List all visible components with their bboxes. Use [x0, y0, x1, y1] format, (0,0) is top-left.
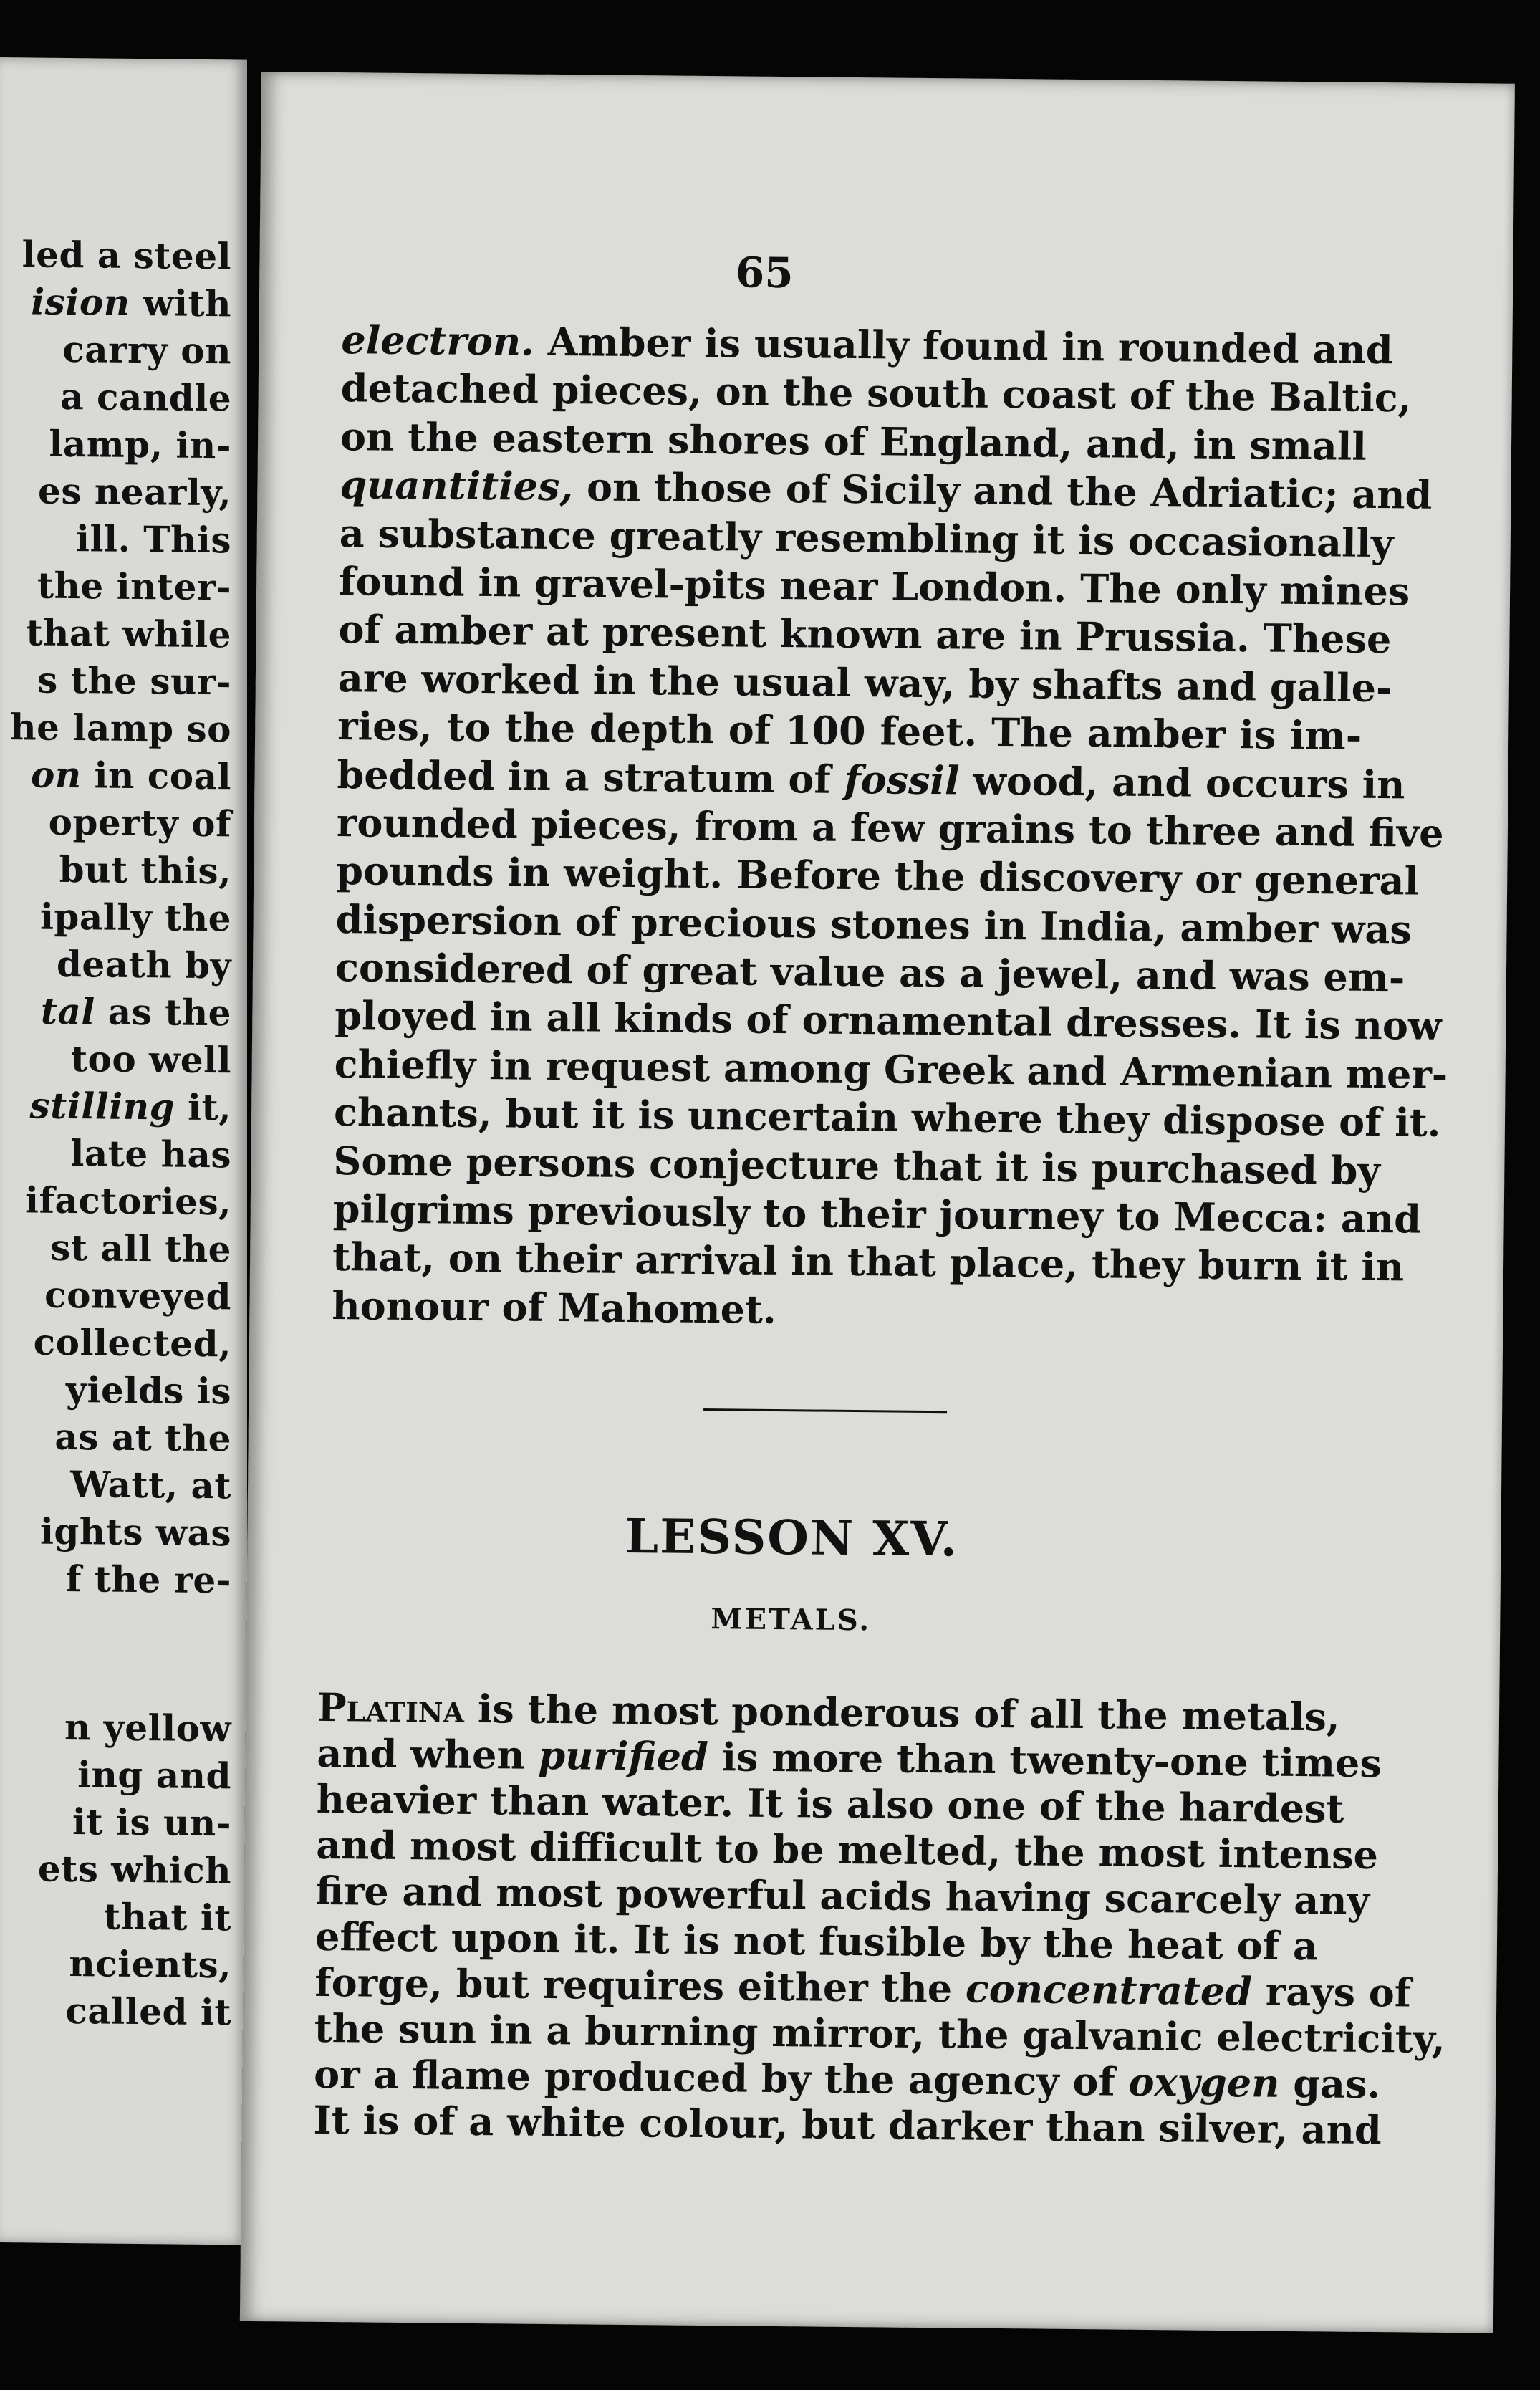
line-text: chants, but it is uncertain where they dispose of it.	[333, 1089, 1441, 1146]
line-text: he lamp so	[10, 706, 231, 751]
left-page-line	[70, 1037, 231, 1082]
italic-word: concentrated	[965, 1965, 1253, 2015]
line-text: the inter-	[37, 564, 231, 609]
left-page-line	[69, 1942, 231, 1987]
line-text: ights was	[39, 1510, 231, 1555]
line-text: death by	[56, 942, 231, 987]
line-text: Amber is usually found in rounded and	[534, 318, 1393, 373]
line-text: as the	[95, 990, 231, 1035]
line-text: are worked in the usual way, by shafts and galle-	[337, 654, 1392, 711]
left-page-line	[64, 1705, 231, 1750]
italic-word: purified	[538, 1732, 709, 1780]
line-text: lamp, in-	[49, 422, 231, 467]
line-text: and when	[317, 1729, 539, 1778]
left-page-line	[38, 469, 231, 514]
text-line	[313, 2096, 1382, 2154]
line-text: too well	[70, 1037, 231, 1082]
line-text: fire and most powerful acids having scarcely any	[315, 1867, 1370, 1924]
left-page-line	[59, 848, 231, 893]
left-page-line	[40, 989, 231, 1035]
line-text: it,	[175, 1085, 231, 1129]
italic-word: oxygen	[1128, 2058, 1280, 2106]
left-page-line	[104, 1895, 231, 1939]
line-text: carry on	[62, 327, 231, 373]
left-page-line	[65, 1368, 231, 1413]
line-text: st all the	[50, 1226, 231, 1271]
line-text: es nearly,	[38, 469, 231, 514]
line-text: collected,	[33, 1320, 231, 1366]
line-text: conveyed	[44, 1273, 231, 1318]
line-text: ill. This	[76, 517, 231, 562]
left-page-line	[29, 1084, 231, 1129]
page-number: 65	[735, 248, 794, 298]
left-page-line	[37, 564, 231, 609]
left-page-line	[70, 1132, 231, 1176]
lesson-title: LESSON XV.	[625, 1507, 959, 1568]
italic-word: quantities,	[340, 461, 574, 510]
line-text: rays of	[1251, 1968, 1412, 2016]
line-text: honour of Mahomet.	[332, 1282, 777, 1333]
line-text: on those of Sicily and the Adriatic; and	[572, 464, 1433, 518]
line-text: operty of	[48, 800, 231, 845]
left-page-line	[72, 1800, 231, 1845]
line-text: forge, but requires either the	[314, 1959, 966, 2012]
line-text: with	[130, 281, 231, 325]
italic-word: stilling	[29, 1084, 175, 1128]
right-page	[240, 72, 1515, 2333]
left-page-line	[39, 1510, 231, 1555]
left-page-line	[65, 1989, 231, 2034]
left-page-line	[37, 1847, 231, 1892]
lead-word: Platina	[317, 1684, 465, 1732]
line-text: detached pieces, on the south coast of the Baltic,	[340, 365, 1412, 421]
line-text: of amber at present known are in Prussia. These	[338, 606, 1392, 663]
left-page-line	[56, 942, 231, 987]
left-page-line	[10, 706, 231, 751]
line-text: gas.	[1279, 2060, 1381, 2108]
section-divider	[703, 1408, 947, 1413]
line-text: yields is	[65, 1368, 231, 1413]
left-page-line	[48, 800, 231, 845]
line-text: is more than twenty-one times	[708, 1734, 1382, 1787]
left-page-line	[37, 658, 231, 704]
line-text: as at the	[54, 1415, 231, 1460]
line-text: ets which	[37, 1847, 231, 1892]
lesson-subtitle: METALS.	[711, 1602, 872, 1638]
line-text: chiefly in request among Greek and Armenian mer-	[334, 1040, 1448, 1098]
left-page-line	[76, 517, 231, 562]
line-text: and most difficult to be melted, the most intense	[315, 1821, 1379, 1878]
line-text: ries, to the depth of 100 feet. The amber is im-	[337, 703, 1362, 759]
line-text: heavier than water. It is also one of the hardest	[316, 1775, 1344, 1832]
left-page-line	[49, 422, 231, 467]
line-text: rounded pieces, from a few grains to three and five	[336, 799, 1444, 856]
left-page-line	[39, 895, 231, 940]
line-text: f the re-	[66, 1557, 231, 1602]
line-text: that it	[104, 1895, 231, 1939]
line-text: that while	[26, 611, 231, 656]
line-text: n yellow	[64, 1705, 231, 1750]
amber-paragraph	[332, 316, 1448, 1340]
italic-word: on	[30, 753, 82, 797]
line-text: called it	[65, 1989, 231, 2034]
left-page-line	[54, 1415, 231, 1460]
left-page-fragment	[0, 57, 247, 2245]
left-page-line	[25, 1179, 231, 1224]
left-page-line	[21, 233, 231, 278]
line-text: pilgrims previously to their journey to Mecca: and	[332, 1186, 1422, 1242]
left-page-line	[50, 1226, 231, 1271]
line-text: dispersion of precious stones in India, amber was	[335, 896, 1413, 953]
line-text: wood, and occurs in	[959, 757, 1405, 807]
italic-word: tal	[40, 989, 95, 1033]
line-text: It is of a white colour, but darker than silver, and	[313, 2096, 1382, 2154]
italic-word: electron.	[341, 317, 535, 365]
line-text: Some persons conjecture that it is purchased by	[333, 1137, 1381, 1194]
left-page-line	[33, 1320, 231, 1366]
line-text: found in gravel-pits near London. The only mines	[338, 558, 1410, 615]
line-text: the sun in a burning mirror, the galvanic electricity,	[314, 2005, 1446, 2062]
italic-word: ision	[31, 280, 130, 324]
line-text: considered of great value as a jewel, and was em-	[335, 944, 1405, 1001]
platina-paragraph	[313, 1684, 1446, 2154]
left-page-line	[26, 611, 231, 656]
left-page-line	[30, 753, 231, 798]
italic-word: fossil	[844, 756, 960, 803]
left-page-line	[62, 327, 231, 373]
line-text: or a flame produced by the agency of	[313, 2050, 1129, 2105]
line-text: on the eastern shores of England, and, in small	[340, 413, 1367, 469]
left-page-line	[60, 375, 231, 420]
left-page-line	[70, 1463, 231, 1507]
line-text: late has	[70, 1132, 231, 1176]
line-text: s the sur-	[37, 658, 231, 704]
left-page-line	[77, 1753, 231, 1798]
line-text: Watt, at	[70, 1463, 231, 1507]
line-text: it is un-	[72, 1800, 231, 1845]
left-page-line	[66, 1557, 231, 1602]
left-page-line	[31, 280, 231, 325]
line-text: bedded in a stratum of	[337, 751, 844, 802]
text-line	[332, 1282, 1357, 1340]
line-text: ncients,	[69, 1942, 231, 1987]
line-text: pounds in weight. Before the discovery or general	[335, 848, 1420, 904]
line-text: a candle	[60, 375, 231, 420]
line-text: ifactories,	[25, 1179, 231, 1224]
line-text: a substance greatly resembling it is occasionally	[339, 509, 1394, 566]
line-text: in coal	[81, 754, 231, 798]
left-page-line	[44, 1273, 231, 1318]
line-text: ipally the	[39, 895, 231, 940]
line-text: is the most ponderous of all the metals,	[463, 1685, 1340, 1740]
line-text: that, on their arrival in that place, they burn it in	[332, 1234, 1405, 1290]
line-text: but this,	[59, 848, 231, 893]
line-text: effect upon it. It is not fusible by the heat of a	[314, 1913, 1319, 1969]
line-text: ing and	[77, 1753, 231, 1798]
line-text: led a steel	[21, 233, 231, 278]
line-text: ployed in all kinds of ornamental dresses. It is now	[335, 992, 1442, 1050]
